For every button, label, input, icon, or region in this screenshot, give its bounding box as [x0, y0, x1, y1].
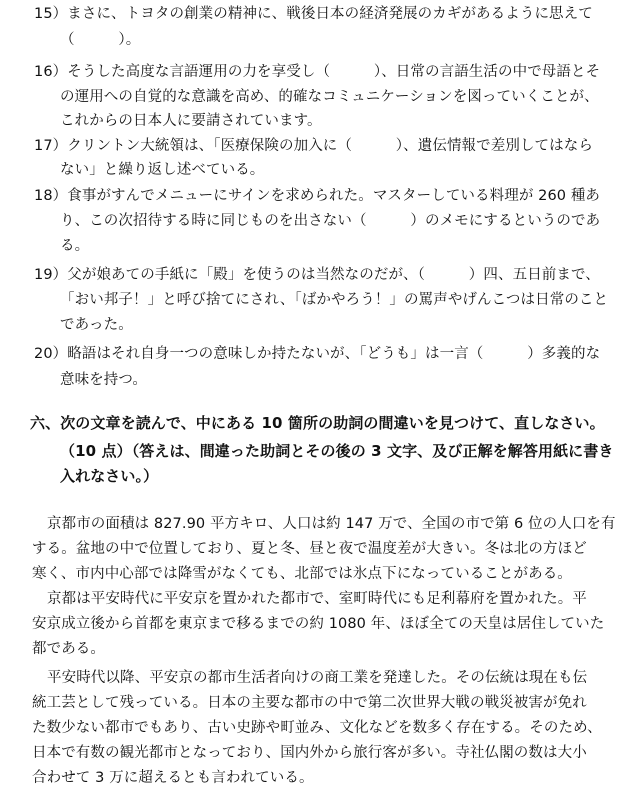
question-20-line-1: 20）略語はそれ自身一つの意味しか持たないが、「どうも」は一言（ ）多義的な: [34, 346, 601, 362]
section-6-heading: 六、次の文章を読んで、中にある 10 箇所の助詞の間違いを見つけて、直しなさい。: [30, 414, 605, 432]
section-6-instructions-line-1: （10 点）（答えは、間違った助詞とその後の 3 文字、及び正解を解答用紙に書き: [60, 442, 614, 460]
question-19-line-1: 19）父が娘あての手紙に「殿」を使うのは当然なのだが、（ ）四、五日前まで、: [34, 267, 600, 283]
question-16-line-2: の運用への自覚的な意識を高め、的確なコミュニケーションを図っていくことが、: [60, 89, 599, 105]
question-17-line-1: 17）クリントン大統領は、「医療保険の加入に（ ）、遺伝情報で差別してはなら: [34, 138, 593, 154]
question-16-line-3: これからの日本人に要請されています。: [60, 113, 322, 129]
question-18-line-1: 18）食事がすんでメニューにサインを求められた。マスターしている料理が 260 種あ: [34, 188, 601, 204]
question-15-line-1: 15）まさに、トヨタの創業の精神に、戦後日本の経済発展のカギがあるように思えて: [34, 6, 593, 22]
passage-line-6: 都である。: [32, 641, 105, 657]
passage-line-8: 統工芸として残っている。日本の主要な都市の中で第二次世界大戦の戦災被害が免れ: [32, 695, 587, 711]
question-18-line-3: る。: [60, 238, 90, 254]
passage-line-11: 合わせて 3 万に超えるとも言われている。: [32, 770, 314, 786]
passage-line-4: 京都は平安時代に平安京を置かれた都市で、室町時代にも足利幕府を置かれた。平: [47, 591, 587, 607]
passage-line-5: 安京成立後から首都を東京まで移るまでの約 1080 年、ほぼ全ての天皇は居住していた: [32, 616, 605, 632]
passage-line-9: た数少ない都市でもあり、古い史跡や町並み、文化などを数多く存在する。そのため、: [32, 720, 602, 736]
question-18-line-2: り、この次招待する時に同じものを出さない（ ）のメモにするというのであ: [60, 213, 601, 229]
question-19-line-2: 「おい邦子！」と呼び捨てにされ、「ばかやろう！」の罵声やげんこつは日常のこと: [60, 292, 609, 308]
question-19-line-3: であった。: [60, 317, 133, 333]
question-15-line-2: （ ）。: [60, 32, 141, 48]
passage-line-7: 平安時代以降、平安京の都市生活者向けの商工業を発達した。その伝統は現在も伝: [47, 670, 588, 686]
passage-line-2: する。盆地の中で位置しており、夏と冬、昼と夜で温度差が大きい。冬は北の方ほど: [32, 541, 587, 557]
question-20-line-2: 意味を持つ。: [60, 372, 148, 388]
passage-line-1: 京都市の面積は 827.90 平方キロ、人口は約 147 万で、全国の市で第 6 位の人口を有: [47, 516, 616, 532]
section-6-instructions-line-2: 入れなさい。）: [60, 467, 159, 485]
passage-line-10: 日本で有数の観光都市となっており、国内外から旅行客が多い。寺社仏閣の数は大小: [32, 745, 587, 761]
passage-line-3: 寒く、市内中心部では降雪がなくても、北部では氷点下になっていることがある。: [32, 566, 572, 582]
question-16-line-1: 16）そうした高度な言語運用の力を享受し（ ）、日常の言語生活の中で母語とそ: [34, 64, 601, 80]
question-17-line-2: ない」と繰り返し述べている。: [60, 162, 265, 178]
